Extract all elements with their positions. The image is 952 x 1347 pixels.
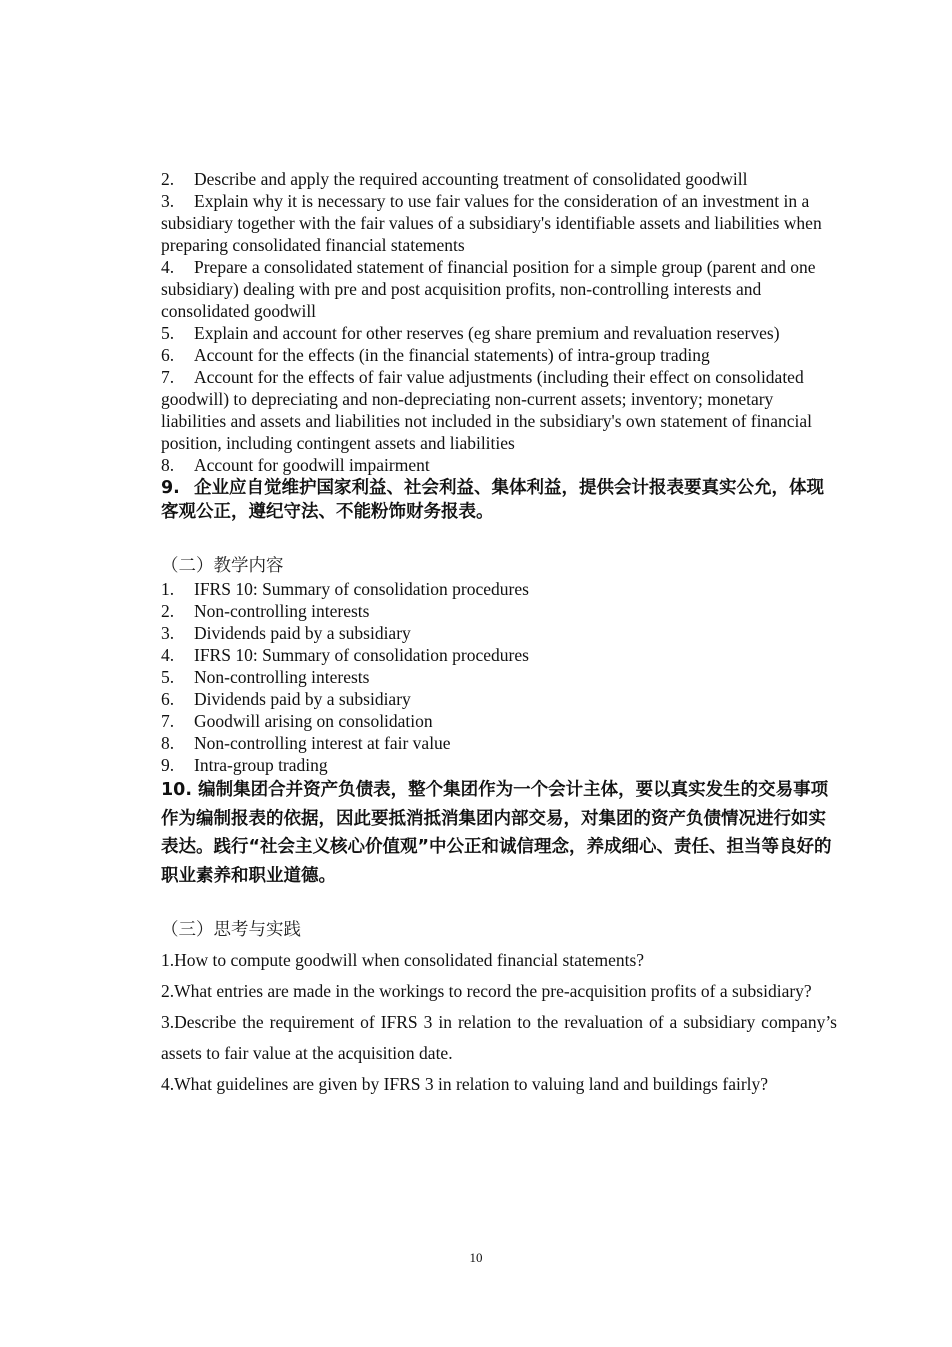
- question-item: 1.How to compute goodwill when consolidated financial statements?: [161, 950, 645, 970]
- section-title-practice: （三）思考与实践: [161, 920, 301, 940]
- teaching-content-list: [161, 578, 837, 890]
- question-item: 3.Describe the requirement of IFRS 3 in relation to the revaluation of a subsidiary company’s assets to fair value at the acquisition date.: [161, 1012, 837, 1063]
- page-number: 10: [469, 1250, 483, 1265]
- objective-item: 5. Explain and account for other reserves (eg share premium and revaluation reserves): [161, 323, 780, 343]
- practice-questions: [161, 945, 837, 1100]
- list-item: 2. Non-controlling interests: [161, 601, 370, 621]
- list-item: 9. Intra-group trading: [161, 755, 328, 775]
- list-item: 7. Goodwill arising on consolidation: [161, 711, 433, 731]
- objective-item: 8. Account for goodwill impairment: [161, 455, 430, 475]
- list-item: 5. Non-controlling interests: [161, 667, 370, 687]
- document-body: [161, 168, 837, 1100]
- objective-item: 6. Account for the effects (in the financial statements) of intra-group trading: [161, 345, 710, 365]
- list-item: 1. IFRS 10: Summary of consolidation procedures: [161, 579, 529, 599]
- objectives-list: [161, 168, 837, 524]
- list-item: 3. Dividends paid by a subsidiary: [161, 623, 411, 643]
- question-item: 4.What guidelines are given by IFRS 3 in relation to valuing land and buildings fairly?: [161, 1074, 769, 1094]
- objective-item: 2. Describe and apply the required accounting treatment of consolidated goodwill: [161, 169, 748, 189]
- objective-item: 7. Account for the effects of fair value adjustments (including their effect on consolidated goodwill) to depreciating and non-depreciating non-current assets; inventory; monetary liabilities and assets and liabilities not included in the subsidiary's own statement of financial position, including contingent assets and liabilities: [161, 367, 813, 453]
- objective-item-ethics: 9. 企业应自觉维护国家利益、社会利益、集体利益，提供会计报表要真实公允，体现客观公正，遵纪守法、不能粉饰财务报表。: [161, 478, 824, 522]
- question-item: 2.What entries are made in the workings to record the pre-acquisition profits of a subsidiary?: [161, 981, 812, 1001]
- section-title-teaching-content: （二）教学内容: [161, 556, 284, 576]
- list-item: 4. IFRS 10: Summary of consolidation procedures: [161, 645, 529, 665]
- objective-item: 4. Prepare a consolidated statement of financial position for a simple group (parent and one subsidiary) dealing with pre and post acquisition profits, non-controlling interests and consolidated goodwill: [161, 257, 816, 321]
- list-item-ethics: 10. 编制集团合并资产负债表，整个集团作为一个会计主体，要以真实发生的交易事项作为编制报表的依据，因此要抵消抵消集团内部交易，对集团的资产负债情况进行如实表达。践行“社会主义核心价值观”中公正和诚信理念，养成细心、责任、担当等良好的职业素养和职业道德。: [161, 780, 832, 886]
- list-item: 6. Dividends paid by a subsidiary: [161, 689, 411, 709]
- objective-item: 3. Explain why it is necessary to use fair values for the consideration of an investment in a subsidiary together with the fair values of a subsidiary's identifiable assets and liabilities when preparing consolidated financial statements: [161, 191, 822, 255]
- list-item: 8. Non-controlling interest at fair value: [161, 733, 451, 753]
